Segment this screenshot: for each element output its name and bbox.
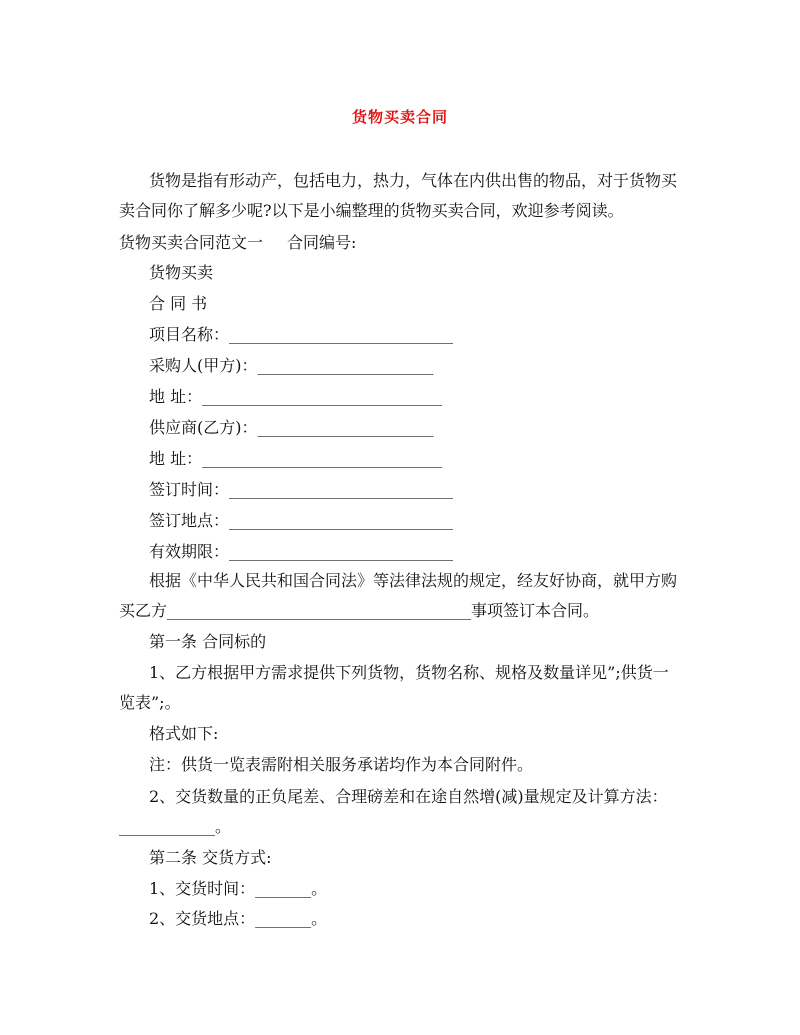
document-title: 货物买卖合同 — [351, 108, 448, 126]
intro-paragraph-line-2: 卖合同你了解多少呢?以下是小编整理的货物买卖合同，欢迎参考阅读。 — [119, 201, 624, 220]
field-supplier: 供应商(乙方)：______________________ — [149, 418, 434, 437]
article-2-item-1: 1、交货时间：_______。 — [149, 879, 328, 898]
article-2-item-2: 2、交货地点：_______。 — [149, 909, 328, 928]
field-supplier-address: 地 址：______________________________ — [149, 449, 443, 468]
article-1-item-2-line-1: 2、交货数量的正负尾差、合理磅差和在途自然增(减)量规定及计算方法： — [149, 787, 668, 806]
article-2-title: 第二条 交货方式: — [149, 848, 272, 867]
sample-heading-row — [119, 233, 356, 253]
article-1-title: 第一条 合同标的 — [149, 632, 267, 651]
contract-heading-1: 货物买卖 — [149, 263, 214, 282]
contract-heading-2: 合 同 书 — [149, 294, 208, 313]
field-signing-place: 签订地点：____________________________ — [149, 511, 454, 530]
basis-paragraph-line-2: 买乙方______________________________________事项签订本合同。 — [119, 601, 600, 620]
field-purchaser: 采购人(甲方)：______________________ — [149, 356, 434, 375]
article-1-item-1-line-1: 1、乙方根据甲方需求提供下列货物，货物名称、规格及数量详见”;供货一 — [149, 663, 669, 682]
contract-number-label: 合同编号: — [287, 233, 357, 252]
intro-paragraph-line-1: 货物是指有形动产，包括电力，热力，气体在内供出售的物品，对于货物买 — [149, 171, 678, 190]
basis-paragraph-line-1: 根据《中华人民共和国合同法》等法律法规的规定，经友好协商，就甲方购 — [149, 571, 678, 590]
format-label: 格式如下: — [149, 724, 219, 743]
sample-title: 货物买卖合同范文一 — [119, 233, 264, 252]
field-signing-time: 签订时间：____________________________ — [149, 480, 454, 499]
field-project-name: 项目名称：____________________________ — [149, 325, 454, 344]
field-purchaser-address: 地 址：______________________________ — [149, 387, 443, 406]
field-validity-period: 有效期限：____________________________ — [149, 542, 454, 561]
article-1-item-2-line-2: ____________。 — [119, 817, 232, 836]
note-line: 注：供货一览表需附相关服务承诺均作为本合同附件。 — [149, 755, 534, 774]
article-1-item-1-line-2: 览表”;。 — [119, 693, 181, 712]
